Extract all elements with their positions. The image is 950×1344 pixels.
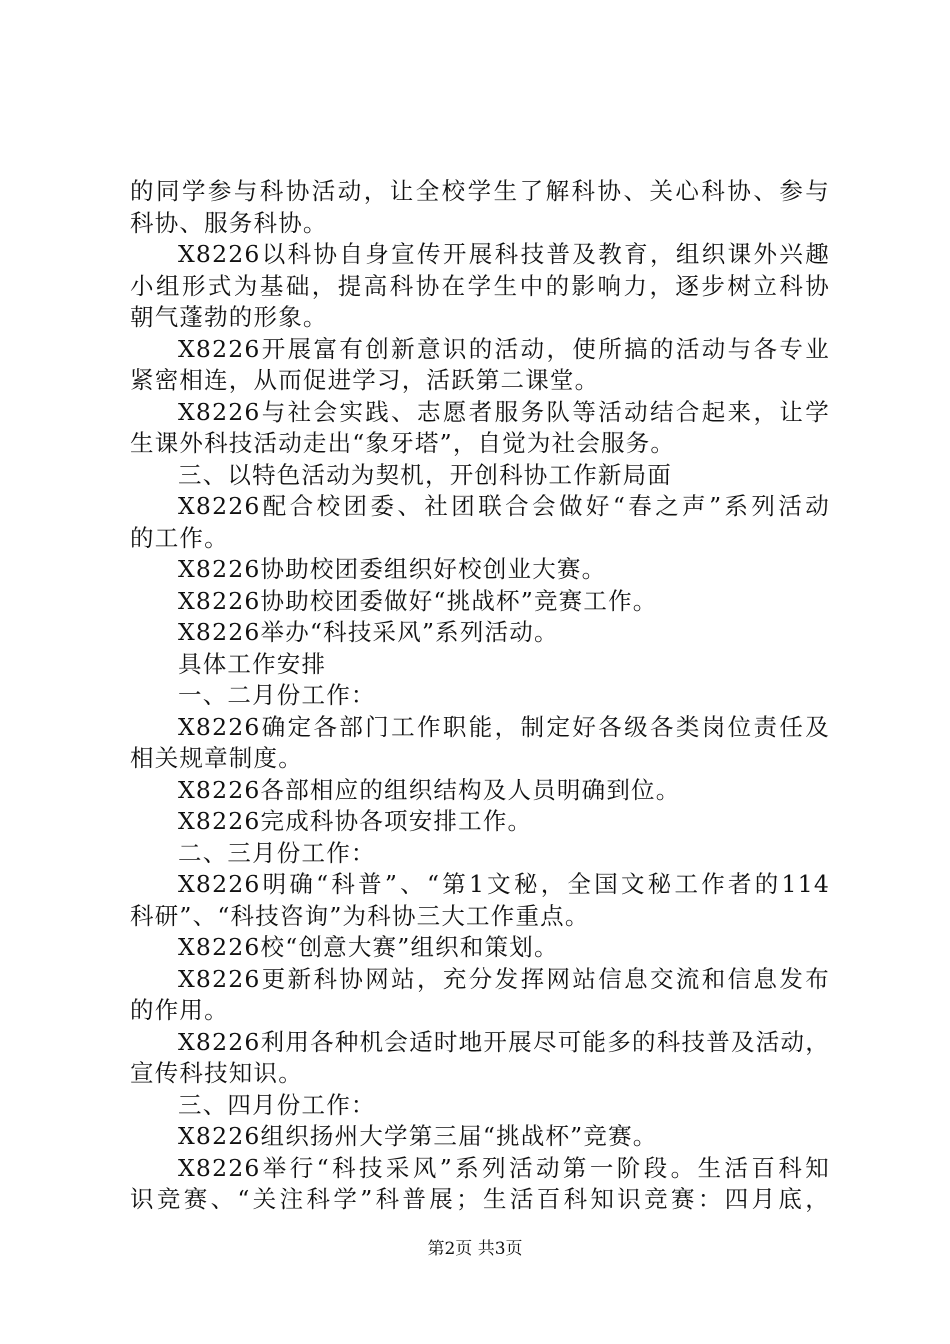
text-line: 科协、服务科协。 (130, 208, 328, 237)
text-line: 的同学参与科协活动，让全校学生了解科协、关心科协、参与 (130, 177, 830, 205)
text-line: X8226以科协自身宣传开展科技普及教育，组织课外兴趣 (178, 240, 830, 268)
text-line: X8226协助校团委做好“挑战杯”竞赛工作。 (178, 586, 658, 615)
text-line: 二、三月份工作： (178, 838, 376, 867)
text-line: X8226配合校团委、社团联合会做好“春之声”系列活动 (178, 492, 830, 520)
text-line: 三、四月份工作： (178, 1090, 376, 1119)
text-line: 具体工作安排 (178, 649, 327, 678)
document-body (130, 176, 830, 1216)
text-line: 一、二月份工作： (178, 681, 376, 709)
text-line: X8226确定各部门工作职能，制定好各级各类岗位责任及 (178, 712, 830, 741)
text-line: 朝气蓬勃的形象。 (130, 303, 328, 331)
text-line: 宣传科技知识。 (130, 1059, 303, 1087)
text-line: X8226各部相应的组织结构及人员明确到位。 (178, 775, 681, 804)
text-line: 科研”、“科技咨询”为科协三大工作重点。 (130, 901, 590, 930)
text-line: 相关规章制度。 (130, 744, 303, 772)
text-line: 小组形式为基础，提高科协在学生中的影响力，逐步树立科协 (130, 271, 830, 300)
text-line: 识竞赛、“关注科学”科普展；生活百科知识竞赛：四月底， (130, 1185, 830, 1213)
text-line: 的作用。 (130, 996, 229, 1024)
text-line: X8226开展富有创新意识的活动，使所搞的活动与各专业 (178, 334, 830, 363)
text-line: X8226更新科协网站，充分发挥网站信息交流和信息发布 (178, 964, 830, 993)
text-line: X8226组织扬州大学第三届“挑战杯”竞赛。 (178, 1122, 658, 1150)
text-line: X8226明确“科普”、“第1文秘，全国文秘工作者的114 (178, 870, 830, 898)
text-line: X8226举行“科技采风”系列活动第一阶段。生活百科知 (178, 1153, 830, 1182)
page-footer: 第2页 共3页 (427, 1239, 523, 1259)
text-line: 紧密相连，从而促进学习，活跃第二课堂。 (130, 366, 600, 394)
text-line: 生课外科技活动走出“象牙塔”，自觉为社会服务。 (130, 429, 676, 457)
text-line: X8226校“创意大赛”组织和策划。 (178, 933, 559, 961)
text-line: 三、以特色活动为契机，开创科协工作新局面 (178, 460, 672, 489)
text-line: X8226协助校团委组织好校创业大赛。 (178, 555, 607, 583)
text-line: X8226完成科协各项安排工作。 (178, 807, 533, 835)
text-line: 的工作。 (130, 523, 229, 552)
text-line: X8226利用各种机会适时地开展尽可能多的科技普及活动， (178, 1027, 830, 1056)
text-line: X8226与社会实践、志愿者服务队等活动结合起来，让学 (178, 397, 830, 426)
text-line: X8226举办“科技采风”系列活动。 (178, 618, 559, 646)
